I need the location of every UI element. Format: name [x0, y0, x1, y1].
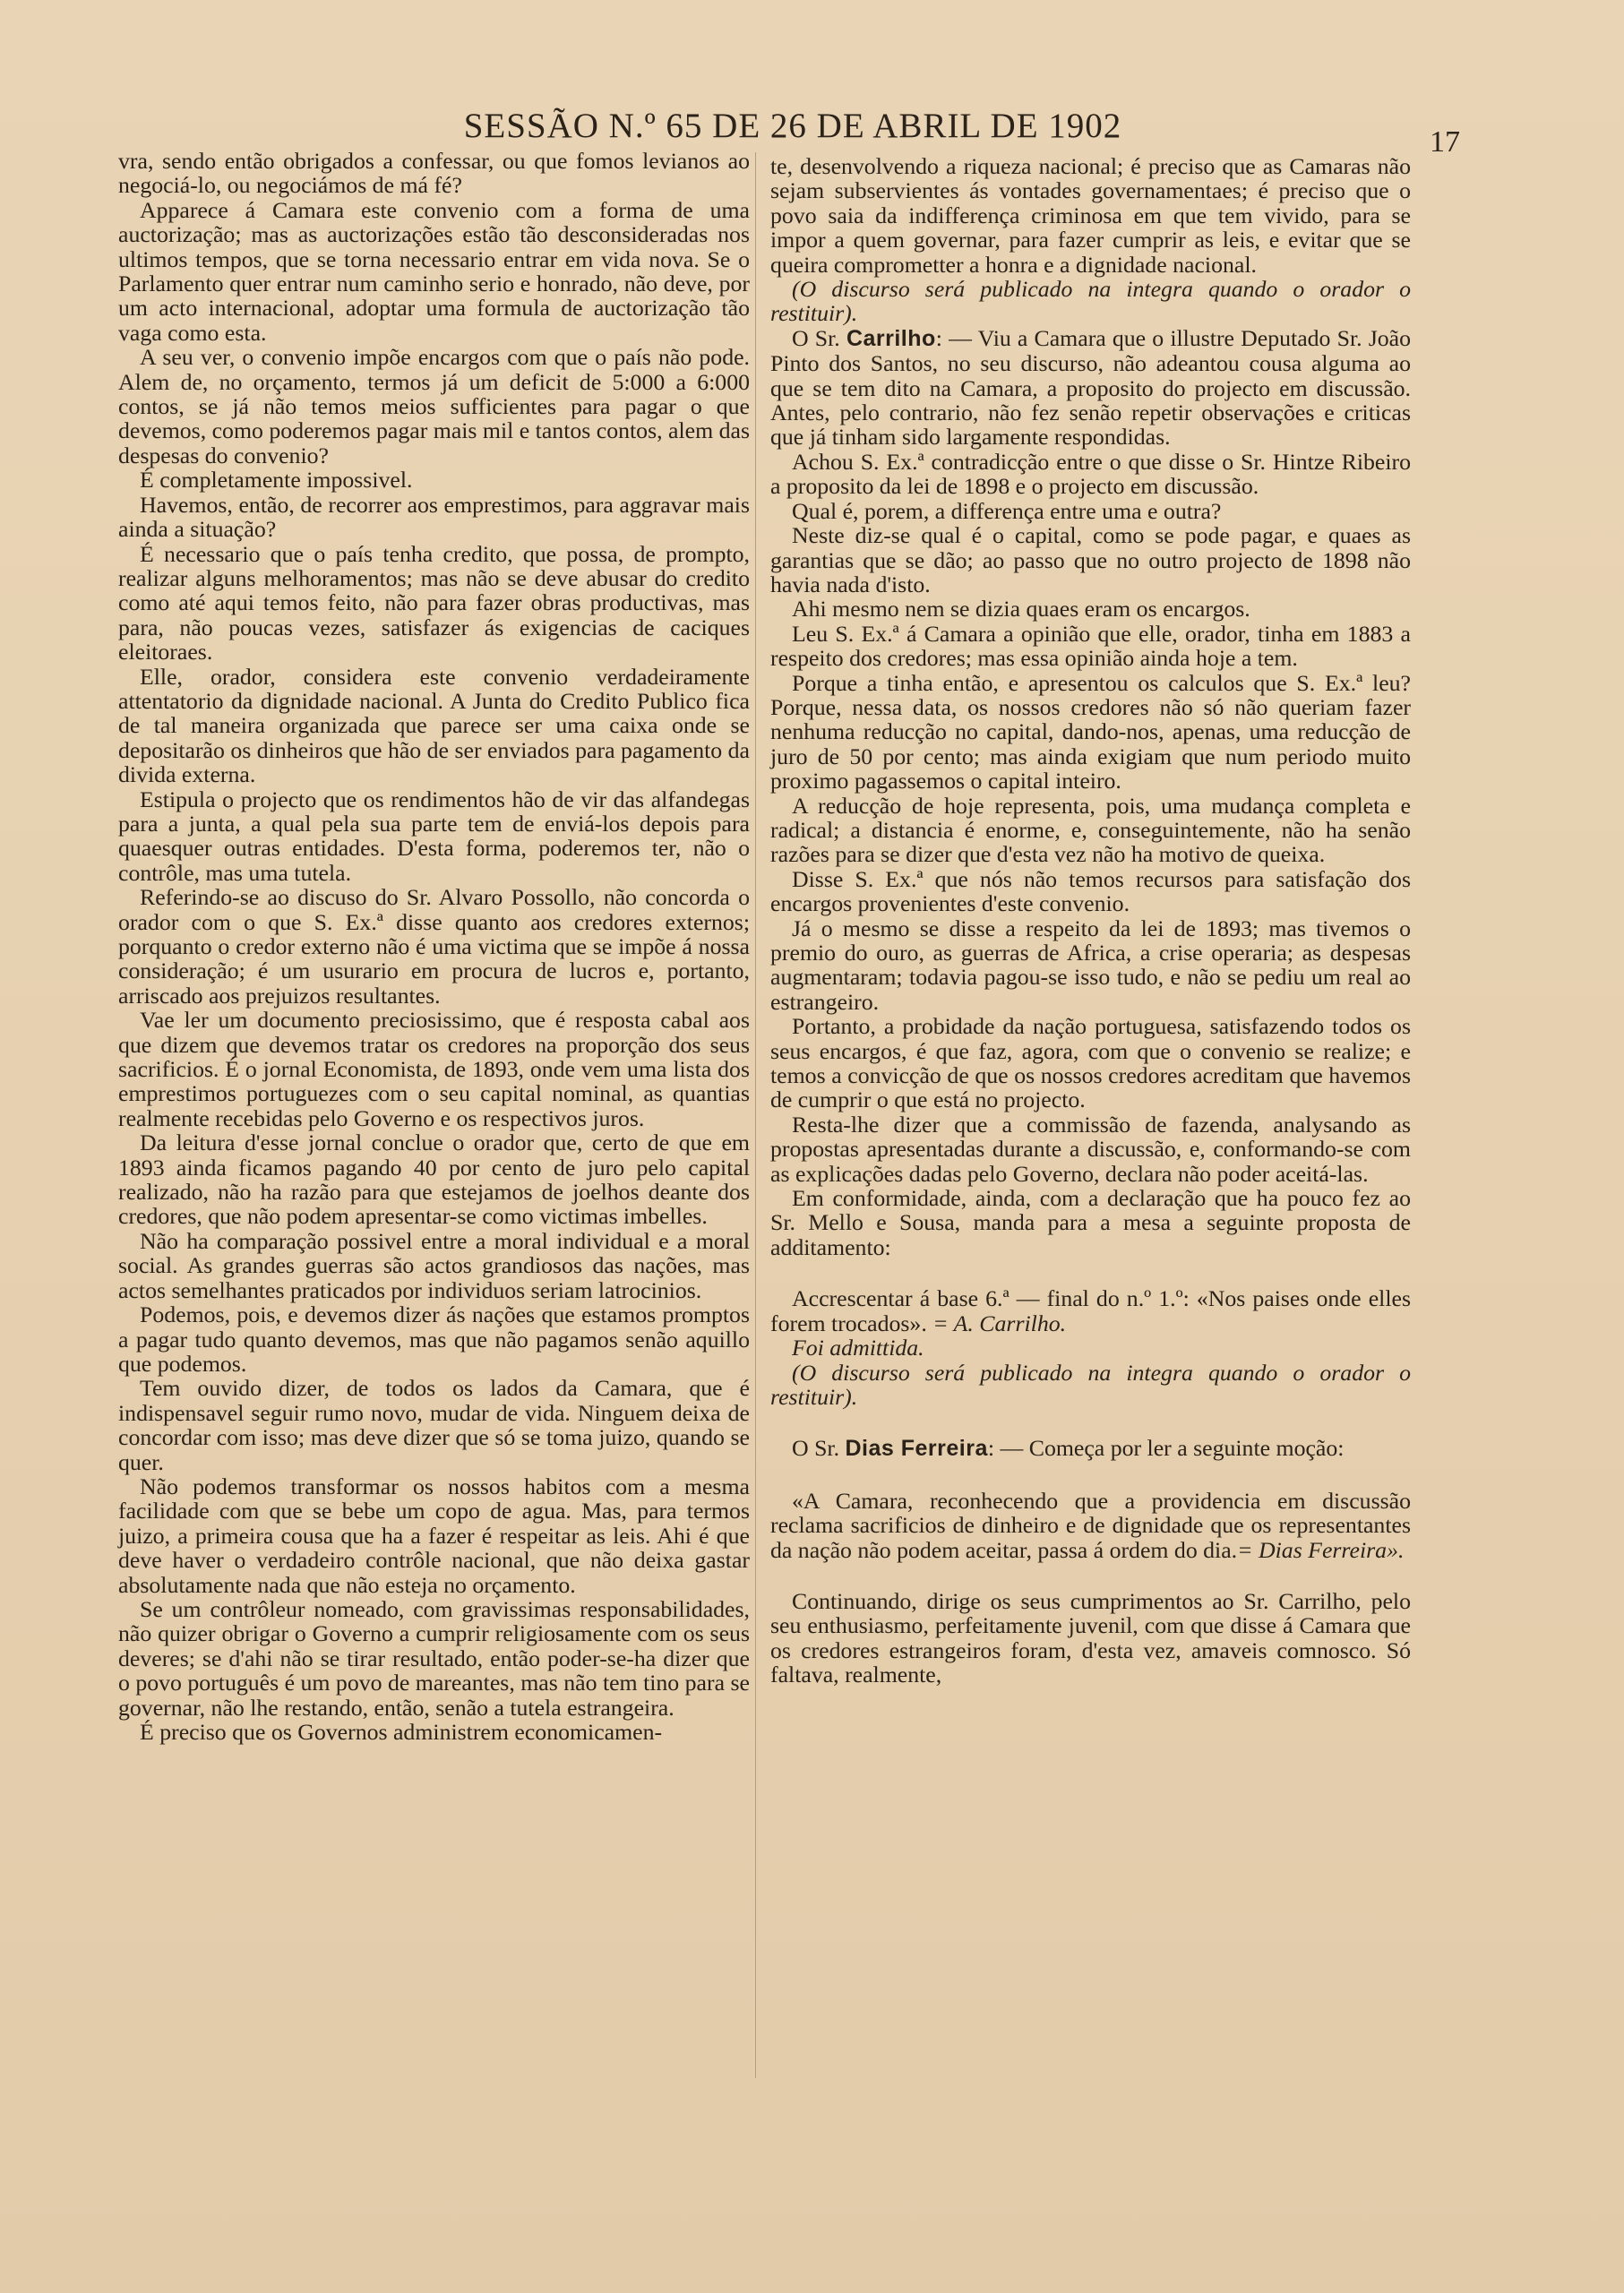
- admission-note: Foi admittida.: [792, 1335, 924, 1361]
- paragraph: Disse S. Ex.ª que nós não temos recursos para satisfação dos encargos provenientes d'este convenio.: [770, 865, 1411, 917]
- speaker-paragraph-carrilho: [770, 326, 1411, 450]
- paragraph: Ahi mesmo nem se dizia quaes eram os encargos.: [792, 596, 1250, 623]
- motion: [770, 1489, 1411, 1562]
- paragraph: Elle, orador, considera este convenio verdadeiramente attentatorio da dignidade nacional. A Junta do Credito Publico fica de tal maneira organizada que parece ser uma caixa onde se depositarão os dinheiros que hão de ser enviados para pagamento da divida externa.: [118, 663, 750, 788]
- paragraph: Tem ouvido dizer, de todos os lados da Camara, que é indispensavel seguir rumo novo, mudar de vida. Ninguem deixa de concordar com isso; mas deve dizer que só se toma juizo, quando se quer.: [118, 1375, 750, 1475]
- paragraph: Já o mesmo se disse a respeito da lei de 1893; mas tivemos o premio do ouro, as guerras de Africa, a crise operaria; as despesas augmentaram; todavia pagou-se isso tudo, e não se pediu um real ao estrangeiro.: [770, 915, 1411, 1015]
- paragraph: vra, sendo então obrigados a confessar, ou que fomos levianos ao negociá-lo, ou negociámos de má fé?: [118, 148, 750, 199]
- paragraph: É preciso que os Governos administrem economicamen-: [140, 1719, 663, 1745]
- speaker-name: Dias Ferreira: [845, 1436, 988, 1462]
- paragraph: Porque a tinha então, e apresentou os calculos que S. Ex.ª leu? Porque, nessa data, os nossos credores não só não queriam fazer nenhuma reducção no capital, dando-nos, apenas, uma reducção de juro de 50 por cento; mas ainda exigiam que num periodo muito proximo pagassemos o capital inteiro.: [770, 669, 1411, 794]
- speaker-prefix: O Sr.: [792, 324, 840, 351]
- paragraph: Estipula o projecto que os rendimentos hão de vir das alfandegas para a junta, a qual pela sua parte tem de enviá-los depois para quaesquer outras entidades. D'esta forma, poderemos ter, não o contrôle, mas uma tutela.: [118, 786, 750, 886]
- speaker-prefix: O Sr.: [792, 1435, 840, 1462]
- speech-text: : — Começa por ler a seguinte moção:: [987, 1435, 1345, 1462]
- paragraph: Continuando, dirige os seus cumprimentos ao Sr. Carrilho, pelo seu enthusiasmo, perfeitamente juvenil, com que disse á Camara que os credores estrangeiros foram, d'esta vez, amaveis comnosco. Só faltava, realmente,: [770, 1587, 1411, 1688]
- paragraph: Em conformidade, ainda, com a declaração que ha pouco fez ao Sr. Mello e Sousa, manda para a mesa a seguinte proposta de additamento:: [770, 1185, 1411, 1260]
- editorial-note: (O discurso será publicado na integra quando o orador o restituir).: [770, 276, 1411, 327]
- page-header-title: SESSÃO N.º 65 DE 26 DE ABRIL DE 1902: [463, 107, 1122, 145]
- paragraph: É completamente impossivel.: [140, 467, 413, 494]
- editorial-note: (O discurso será publicado na integra quando o orador o restituir).: [770, 1359, 1411, 1410]
- paragraph: Havemos, então, de recorrer aos emprestimos, para aggravar mais ainda a situação?: [118, 491, 750, 543]
- paragraph: É necessario que o país tenha credito, que possa, de prompto, realizar alguns melhoramentos; mas não se deve abusar do credito como até aqui temos feito, não para fazer obras productivas, mas para, não poucas vezes, satisfazer ás exigencias de caciques eleitoraes.: [118, 540, 750, 666]
- paragraph: Leu S. Ex.ª á Camara a opinião que elle, orador, tinha em 1883 a respeito dos credores; mas essa opinião ainda hoje a tem.: [770, 620, 1411, 672]
- column-divider: [755, 152, 756, 2078]
- paragraph: A reducção de hoje representa, pois, uma mudança completa e radical; a distancia é enorme, e, conseguintemente, não ha senão razões para se dizer que d'esta vez não ha motivo de queixa.: [770, 792, 1411, 868]
- speaker-paragraph-dias-ferreira: [770, 1436, 1411, 1461]
- speech-text: : — Viu a Camara que o illustre Deputado Sr. João Pinto dos Santos, no seu discurso, não adeantou cousa alguma ao que se tem dito na Camara, a proposito do projecto em discussão. Antes, pelo contrario, não fez senão repetir observações e criticas que já tinham sido largamente respondidas.: [770, 324, 1412, 451]
- left-column: [118, 149, 750, 1744]
- proposal-text: Accrescentar á base 6.ª — final do n.º 1.º: «Nos paises onde elles forem trocados».: [770, 1285, 1411, 1336]
- right-column: [770, 154, 1411, 1688]
- paragraph: Da leitura d'esse jornal conclue o orador que, certo de que em 1893 ainda ficamos pagando 40 por cento de juro pelo capital realizado, não ha razão para que estejamos de joelhos deante dos credores, que não podem apresentar-se como victimas imbelles.: [118, 1129, 750, 1230]
- proposal-signature: = A. Carrilho.: [932, 1310, 1067, 1336]
- paragraph: te, desenvolvendo a riqueza nacional; é preciso que as Camaras não sejam subservientes ás vontades governamentaes; é preciso que o povo saia da indifferença criminosa em que tem vivido, para se impor a quem governar, para fazer cumprir as leis, e evitar que se queira comprometter a honra e a dignidade nacional.: [770, 153, 1411, 278]
- page-number: 17: [1430, 125, 1460, 159]
- paragraph: Achou S. Ex.ª contradicção entre o que disse o Sr. Hintze Ribeiro a proposito da lei de 1898 e o projecto em discussão.: [770, 448, 1411, 500]
- paragraph: A seu ver, o convenio impõe encargos com que o país não pode. Alem de, no orçamento, termos já um deficit de 5:000 a 6:000 contos, se já não temos meios sufficientes para pagar o que devemos, como poderemos pagar mais mil e tantos contos, alem das despesas do convenio?: [118, 344, 750, 468]
- paragraph: Podemos, pois, e devemos dizer ás nações que estamos promptos a pagar tudo quanto devemos, mas que não pagamos senão aquillo que podemos.: [118, 1301, 750, 1377]
- paragraph: Qual é, porem, a differença entre uma e outra?: [792, 497, 1222, 524]
- motion-signature: = Dias Ferreira».: [1237, 1536, 1405, 1563]
- paragraph: Vae ler um documento preciosissimo, que é resposta cabal aos que dizem que devemos tratar os credores na proporção dos seus sacrificios. É o jornal Economista, de 1893, onde vem uma lista dos emprestimos portuguezes com o seu capital nominal, as quantias realmente recebidas pelo Governo e os respectivos juros.: [118, 1007, 750, 1131]
- proposal: [770, 1286, 1411, 1335]
- paragraph: Se um contrôleur nomeado, com gravissimas responsabilidades, não quizer obrigar o Governo a cumprir religiosamente com os seus deveres; se d'ahi não se tirar resultado, então poder-se-ha dizer que o povo português é um povo de mareantes, mas não tem tino para se governar, não lhe restando, então, senão a tutela estrangeira.: [118, 1595, 750, 1721]
- paragraph: Referindo-se ao discuso do Sr. Alvaro Possollo, não concorda o orador com o que S. Ex.ª disse quanto aos credores externos; porquanto o credor externo não é uma victima que se impõe á nossa consideração; é um usurario em procura de lucros e, portanto, arriscado aos prejuizos resultantes.: [118, 884, 750, 1009]
- paragraph: Não podemos transformar os nossos habitos com a mesma facilidade com que se bebe um copo de agua. Mas, para termos juizo, a primeira cousa que ha a fazer é respeitar as leis. Ahi é que deve haver o verdadeiro contrôle nacional, que não deixa gastar absolutamente nada que não esteja no orçamento.: [118, 1473, 750, 1598]
- paragraph: Neste diz-se qual é o capital, como se pode pagar, e quaes as garantias que se dão; ao passo que no outro projecto de 1898 não havia nada d'isto.: [770, 522, 1411, 597]
- paragraph: Não ha comparação possivel entre a moral individual e a moral social. As grandes guerras são actos grandiosos das nações, mas actos semelhantes praticados por individuos seriam latrocinios.: [118, 1227, 750, 1303]
- paragraph: Portanto, a probidade da nação portuguesa, satisfazendo todos os seus encargos, é que faz, agora, com que o convenio se realize; e temos a convicção de que os nossos credores acreditam que havemos de cumprir o que está no projecto.: [770, 1013, 1411, 1113]
- paragraph: Resta-lhe dizer que a commissão de fazenda, analysando as propostas apresentadas durante a discussão, e, conformando-se com as explicações dadas pelo Governo, declara não poder aceitá-las.: [770, 1111, 1411, 1187]
- paragraph: Apparece á Camara este convenio com a forma de uma auctorização; mas as auctorizações estão tão desconsideradas nos ultimos tempos, que se torna necessario entrar em vida nova. Se o Parlamento quer entrar num caminho serio e honrado, não deve, por um acto internacional, adoptar uma formula de auctorização tão vaga como esta.: [118, 196, 750, 346]
- speaker-name: Carrilho: [846, 325, 936, 351]
- motion-text: «A Camara, reconhecendo que a providencia em discussão reclama sacrificios de dinheiro e de dignidade que os representantes da nação não podem aceitar, passa á ordem do dia.: [770, 1487, 1411, 1563]
